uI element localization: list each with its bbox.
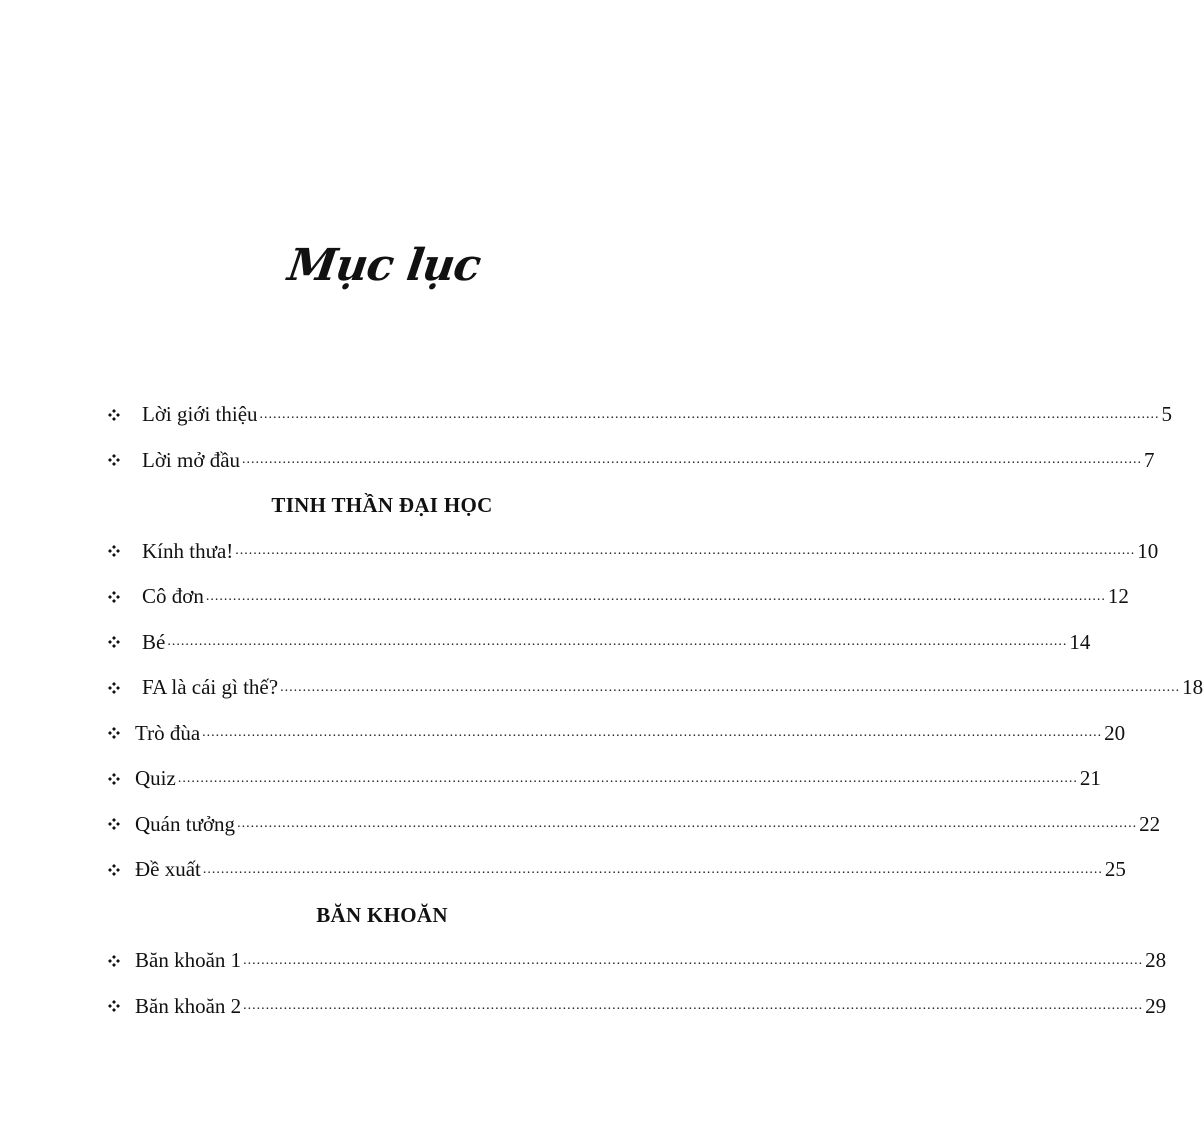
toc-entry-title: Bé <box>142 629 166 654</box>
toc-entry[interactable] <box>108 620 1091 666</box>
four-diamond-bullet-icon <box>108 955 120 967</box>
toc-entry-page-number: 18 <box>1182 675 1203 700</box>
four-diamond-bullet-icon <box>108 636 120 648</box>
toc-entry-title: Băn khoăn 2 <box>135 993 242 1018</box>
toc-entry[interactable] <box>108 665 1203 711</box>
four-diamond-bullet-icon <box>108 818 120 830</box>
toc-entry-title: Trò đùa <box>135 720 201 745</box>
toc-entry[interactable] <box>108 438 1155 484</box>
four-diamond-bullet-icon <box>108 864 120 876</box>
dot-leader: ........................................................................................................................................................................................................ <box>237 816 1138 831</box>
toc-entry-page-number: 5 <box>1161 402 1173 427</box>
four-diamond-bullet-icon <box>108 727 120 739</box>
four-diamond-bullet-icon <box>108 545 120 557</box>
table-of-contents <box>108 392 1203 1029</box>
toc-entry-page-number: 12 <box>1107 584 1129 609</box>
toc-entry-title: Quán tưởng <box>135 811 236 836</box>
toc-entry[interactable] <box>108 984 1167 1030</box>
four-diamond-bullet-icon <box>108 682 120 694</box>
toc-entry[interactable] <box>108 529 1159 575</box>
toc-entry-page-number: 29 <box>1145 993 1167 1018</box>
toc-entry[interactable] <box>108 756 1101 802</box>
toc-entry-page-number: 14 <box>1069 629 1091 654</box>
toc-entry-page-number: 10 <box>1137 538 1159 563</box>
dot-leader: ........................................................................................................................................................................................................ <box>202 861 1103 877</box>
toc-entry[interactable] <box>108 847 1126 893</box>
dot-leader: ........................................................................................................................................................................................................ <box>205 588 1106 604</box>
dot-leader: ........................................................................................................................................................................................................ <box>280 679 1181 695</box>
toc-entry-title: Kính thưa! <box>142 538 234 563</box>
toc-entry-page-number: 7 <box>1144 447 1155 472</box>
toc-entry-title: Băn khoăn 1 <box>135 948 242 973</box>
toc-entry[interactable] <box>108 802 1161 848</box>
dot-leader: ........................................................................................................................................................................................................ <box>259 406 1160 422</box>
toc-entry[interactable] <box>108 574 1129 620</box>
toc-entry-title: Lời mở đầu <box>142 447 241 472</box>
four-diamond-bullet-icon <box>108 454 120 466</box>
section-heading: TINH THẦN ĐẠI HỌC <box>271 493 493 518</box>
toc-entry-title: Quiz <box>135 766 176 791</box>
toc-entry-page-number: 20 <box>1104 720 1126 745</box>
toc-entry-page-number: 22 <box>1139 811 1161 836</box>
toc-entry-title: Lời giới thiệu <box>142 402 258 427</box>
toc-entry[interactable] <box>108 938 1167 984</box>
toc-entry-page-number: 21 <box>1079 766 1101 791</box>
toc-entry-title: Cô đơn <box>142 584 204 609</box>
page-title: Mục lục <box>284 240 484 291</box>
toc-entry-title: Đề xuất <box>135 857 201 882</box>
toc-entry[interactable] <box>108 392 1173 438</box>
dot-leader: ........................................................................................................................................................................................................ <box>243 952 1144 968</box>
dot-leader: ........................................................................................................................................................................................................ <box>167 634 1068 649</box>
toc-entry-page-number: 28 <box>1145 948 1167 973</box>
dot-leader: ........................................................................................................................................................................................................ <box>242 452 1143 467</box>
dot-leader: ........................................................................................................................................................................................................ <box>235 543 1136 558</box>
four-diamond-bullet-icon <box>108 1000 120 1012</box>
dot-leader: ........................................................................................................................................................................................................ <box>243 998 1144 1013</box>
dot-leader: ........................................................................................................................................................................................................ <box>202 725 1103 740</box>
toc-entry-title: FA là cái gì thế? <box>142 675 279 700</box>
four-diamond-bullet-icon <box>108 591 120 603</box>
four-diamond-bullet-icon <box>108 773 120 785</box>
toc-entry[interactable] <box>108 711 1126 757</box>
dot-leader: ........................................................................................................................................................................................................ <box>177 770 1078 786</box>
toc-entry-page-number: 25 <box>1104 857 1126 882</box>
four-diamond-bullet-icon <box>108 409 120 421</box>
section-heading: BĂN KHOĂN <box>316 902 448 927</box>
